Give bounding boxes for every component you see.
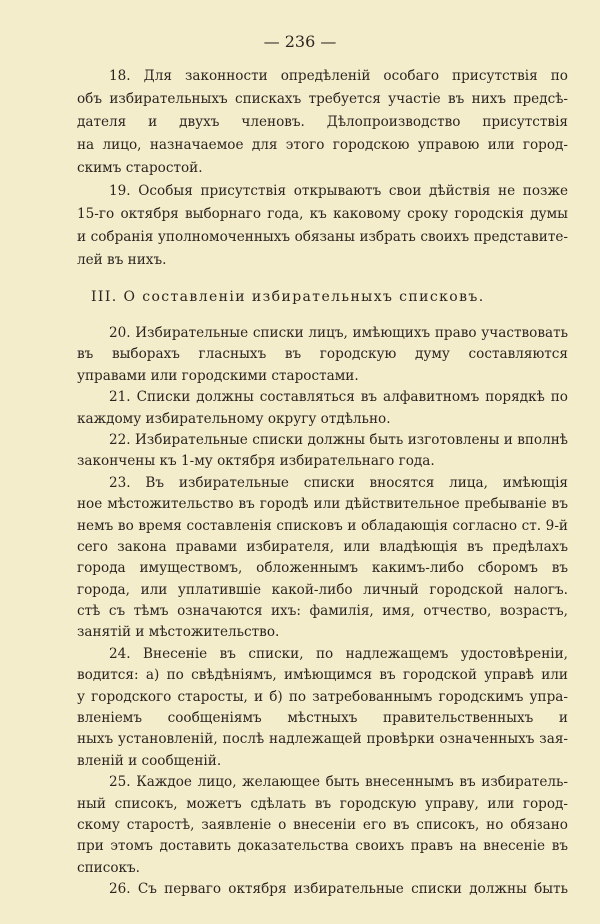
text-line: 26. Съ перваго октября избирательные списки должны быть xyxy=(109,881,568,898)
text-line: скимъ старостой. xyxy=(77,160,203,176)
paragraph xyxy=(77,430,568,473)
text-line: закончены къ 1-му октября избирательнаго года. xyxy=(77,453,435,470)
paragraph xyxy=(77,323,568,387)
text-line: 15-го октября выборнаго года, къ каковому сроку городскія думы xyxy=(77,206,568,222)
paragraph xyxy=(77,387,568,430)
text-line: управами или городскими старостами. xyxy=(77,367,359,384)
text-line: объ избирательныхъ спискахъ требуется участіе въ нихъ предсѣ- xyxy=(77,91,568,107)
text-line: списокъ. xyxy=(77,859,140,876)
paragraph xyxy=(77,473,568,644)
text-line: вленій и сообщеній. xyxy=(77,752,222,769)
text-line: 22. Избирательные списки должны быть изготовлены и вполнѣ xyxy=(109,431,568,448)
text-line: дателя и двухъ членовъ. Дѣлопроизводство присутствія xyxy=(77,114,568,130)
articles-18-19 xyxy=(77,65,568,272)
text-line: вленіемъ сообщеніямъ мѣстныхъ правительственныхъ и xyxy=(77,710,568,727)
text-line: 25. Каждое лицо, желающее быть внесеннымъ въ избиратель- xyxy=(109,774,568,791)
text-line: на лицо, назначаемое для этого городскою управою или город- xyxy=(77,137,568,153)
text-line: скому старостѣ, заявленіе о внесеніи его въ списокъ, но обязано xyxy=(77,816,568,833)
paragraph xyxy=(77,65,568,180)
text-line: ный списокъ, можетъ сдѣлать въ городскую управу, или город- xyxy=(77,795,568,812)
text-line: ныхъ установленій, послѣ надлежащей провѣрки означенныхъ зая- xyxy=(77,731,568,748)
text-line: 20. Избирательные списки лицъ, имѣющихъ право участвовать xyxy=(109,325,568,341)
text-line: водится: а) по свѣдѣніямъ, имѣющимся въ городской управѣ или xyxy=(77,667,568,684)
text-line: немъ во время составленія списковъ и обладающія согласно ст. 9-й xyxy=(77,517,568,534)
paragraph xyxy=(77,644,568,772)
text-line: 21. Списки должны составляться въ алфавитномъ порядкѣ по xyxy=(109,389,568,406)
text-line: занятій и мѣстожительство. xyxy=(77,624,280,641)
text-line: 23. Въ избирательные списки вносятся лица, имѣющія xyxy=(109,474,568,491)
text-line: у городского старосты, и б) по затребованнымъ городскимъ упра- xyxy=(77,688,568,705)
paragraph xyxy=(77,772,568,879)
paragraph xyxy=(77,879,568,900)
text-line: каждому избирательному округу отдѣльно. xyxy=(77,410,391,427)
text-line: при этомъ доставить доказательства своихъ правъ на внесеніе въ xyxy=(77,838,568,855)
articles-20-26 xyxy=(77,323,568,901)
text-line: лей въ нихъ. xyxy=(77,252,167,268)
text-line: въ выборахъ гласныхъ въ городскую думу составляются xyxy=(77,346,568,363)
text-line: и собранія уполномоченныхъ обязаны избрать своихъ представите- xyxy=(77,229,568,245)
section-heading: III. О составленіи избирательныхъ списковъ. xyxy=(91,289,485,305)
text-line: ное мѣстожительство въ городѣ или дѣйствительное пребываніе въ xyxy=(77,496,568,513)
text-line: 19. Особыя присутствія открываютъ свои дѣйствія не позже xyxy=(109,183,568,199)
page-number: — 236 — xyxy=(263,32,337,51)
text-line: города, или уплатившіе какой-либо личный городской налогъ. xyxy=(77,581,568,598)
paragraph xyxy=(77,180,568,272)
text-line: 24. Внесеніе въ списки, по надлежащемъ удостовѣреніи, xyxy=(109,645,568,662)
text-line: сего закона правами избирателя, или владѣющія въ предѣлахъ xyxy=(77,538,568,555)
text-line: 18. Для законности опредѣленій особаго присутствія по xyxy=(109,68,568,84)
text-line: стѣ съ тѣмъ означаются ихъ: фамилія, имя, отчество, возрастъ, xyxy=(77,603,568,620)
text-line: города имуществомъ, обложеннымъ какимъ-либо сборомъ въ xyxy=(77,560,568,577)
